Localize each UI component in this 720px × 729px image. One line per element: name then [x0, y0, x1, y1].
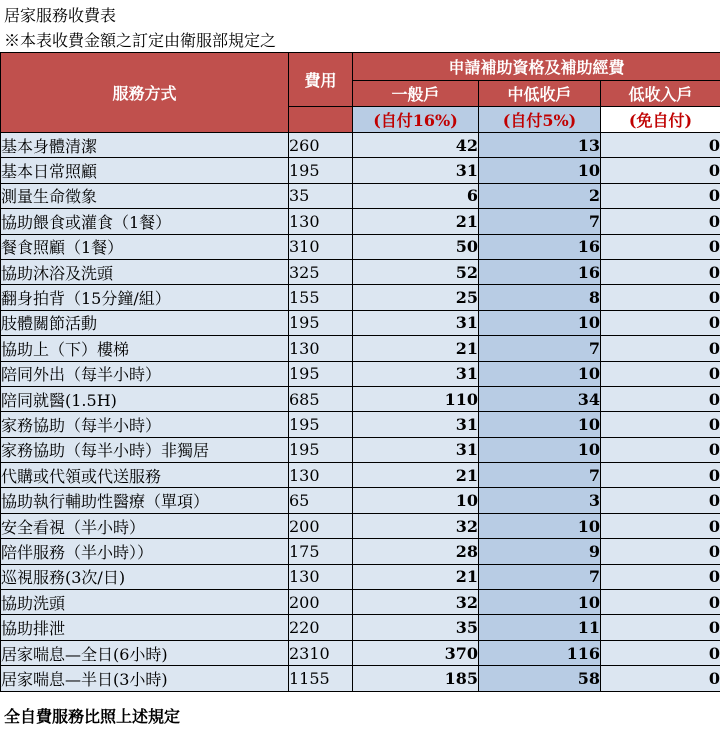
middle-low-subsidy-cell: 10	[479, 590, 601, 615]
service-name-cell: 陪同外出（每半小時）	[1, 361, 289, 386]
fee-cell: 325	[289, 259, 353, 284]
middle-low-subsidy-cell: 34	[479, 386, 601, 411]
general-subsidy-cell: 31	[353, 310, 479, 335]
low-income-subsidy-cell: 0	[601, 463, 720, 488]
middle-low-subsidy-cell: 2	[479, 183, 601, 208]
general-subsidy-cell: 6	[353, 183, 479, 208]
fee-table	[0, 52, 720, 692]
service-name-cell: 測量生命徵象	[1, 183, 289, 208]
middle-low-subsidy-cell: 7	[479, 336, 601, 361]
low-income-subsidy-cell: 0	[601, 513, 720, 538]
general-subsidy-cell: 21	[353, 209, 479, 234]
fee-cell: 195	[289, 310, 353, 335]
service-name-cell: 協助餵食或灌食（1餐）	[1, 209, 289, 234]
service-name-cell: 居家喘息—全日(6小時)	[1, 640, 289, 665]
middle-low-subsidy-cell: 8	[479, 285, 601, 310]
low-income-subsidy-cell: 0	[601, 234, 720, 259]
service-name-cell: 安全看視（半小時）	[1, 513, 289, 538]
footer-note: 全自費服務比照上述規定	[4, 707, 181, 726]
service-name-cell: 代購或代領或代送服務	[1, 463, 289, 488]
table-row	[1, 285, 720, 310]
low-income-subsidy-cell: 0	[601, 539, 720, 564]
table-row	[1, 183, 720, 208]
low-income-subsidy-cell: 0	[601, 336, 720, 361]
header-fee: 費用	[289, 53, 353, 107]
low-income-subsidy-cell: 0	[601, 488, 720, 513]
header-low: 低收入戶	[601, 81, 720, 107]
middle-low-subsidy-cell: 10	[479, 513, 601, 538]
service-name-cell: 家務協助（每半小時）非獨居	[1, 437, 289, 462]
service-name-cell: 居家喘息—半日(3小時)	[1, 666, 289, 691]
general-subsidy-cell: 32	[353, 590, 479, 615]
table-row	[1, 513, 720, 538]
general-subsidy-cell: 370	[353, 640, 479, 665]
header-low-copay: (免自付)	[601, 107, 720, 133]
header-general: 一般戶	[353, 81, 479, 107]
table-row	[1, 463, 720, 488]
fee-cell: 175	[289, 539, 353, 564]
general-subsidy-cell: 185	[353, 666, 479, 691]
general-subsidy-cell: 31	[353, 412, 479, 437]
middle-low-subsidy-cell: 16	[479, 234, 601, 259]
service-name-cell: 協助洗頭	[1, 590, 289, 615]
service-name-cell: 協助上（下）樓梯	[1, 336, 289, 361]
table-row	[1, 336, 720, 361]
table-row	[1, 539, 720, 564]
low-income-subsidy-cell: 0	[601, 183, 720, 208]
low-income-subsidy-cell: 0	[601, 615, 720, 640]
header-service-mode: 服務方式	[1, 53, 289, 133]
table-row	[1, 564, 720, 589]
fee-cell: 195	[289, 361, 353, 386]
service-name-cell: 翻身拍背（15分鐘/組）	[1, 285, 289, 310]
low-income-subsidy-cell: 0	[601, 158, 720, 183]
low-income-subsidy-cell: 0	[601, 590, 720, 615]
table-row	[1, 437, 720, 462]
middle-low-subsidy-cell: 7	[479, 564, 601, 589]
low-income-subsidy-cell: 0	[601, 412, 720, 437]
general-subsidy-cell: 21	[353, 336, 479, 361]
service-name-cell: 陪同就醫(1.5H)	[1, 386, 289, 411]
fee-cell: 195	[289, 412, 353, 437]
service-name-cell: 陪伴服務（半小時））	[1, 539, 289, 564]
general-subsidy-cell: 32	[353, 513, 479, 538]
table-row	[1, 310, 720, 335]
low-income-subsidy-cell: 0	[601, 361, 720, 386]
document-title: 居家服務收費表	[4, 6, 117, 25]
service-name-cell: 協助執行輔助性醫療（單項）	[1, 488, 289, 513]
fee-cell: 260	[289, 133, 353, 158]
low-income-subsidy-cell: 0	[601, 209, 720, 234]
general-subsidy-cell: 21	[353, 463, 479, 488]
low-income-subsidy-cell: 0	[601, 437, 720, 462]
middle-low-subsidy-cell: 11	[479, 615, 601, 640]
table-row	[1, 158, 720, 183]
fee-cell: 35	[289, 183, 353, 208]
fee-cell: 130	[289, 336, 353, 361]
fee-cell: 310	[289, 234, 353, 259]
fee-cell: 220	[289, 615, 353, 640]
service-name-cell: 餐食照顧（1餐）	[1, 234, 289, 259]
fee-cell: 2310	[289, 640, 353, 665]
middle-low-subsidy-cell: 10	[479, 361, 601, 386]
table-row	[1, 361, 720, 386]
low-income-subsidy-cell: 0	[601, 133, 720, 158]
middle-low-subsidy-cell: 58	[479, 666, 601, 691]
service-name-cell: 基本身體清潔	[1, 133, 289, 158]
header-middle-low: 中低收戶	[479, 81, 601, 107]
fee-cell: 685	[289, 386, 353, 411]
general-subsidy-cell: 31	[353, 158, 479, 183]
middle-low-subsidy-cell: 7	[479, 463, 601, 488]
low-income-subsidy-cell: 0	[601, 310, 720, 335]
low-income-subsidy-cell: 0	[601, 564, 720, 589]
general-subsidy-cell: 42	[353, 133, 479, 158]
service-name-cell: 巡視服務(3次/日)	[1, 564, 289, 589]
service-name-cell: 基本日常照顧	[1, 158, 289, 183]
service-name-cell: 協助沐浴及洗頭	[1, 259, 289, 284]
fee-cell: 200	[289, 513, 353, 538]
table-row	[1, 412, 720, 437]
fee-cell: 195	[289, 437, 353, 462]
middle-low-subsidy-cell: 13	[479, 133, 601, 158]
general-subsidy-cell: 31	[353, 437, 479, 462]
header-general-copay: (自付16%)	[353, 107, 479, 133]
header-middle-low-copay: (自付5%)	[479, 107, 601, 133]
general-subsidy-cell: 35	[353, 615, 479, 640]
fee-cell: 155	[289, 285, 353, 310]
general-subsidy-cell: 25	[353, 285, 479, 310]
low-income-subsidy-cell: 0	[601, 640, 720, 665]
general-subsidy-cell: 28	[353, 539, 479, 564]
service-name-cell: 肢體關節活動	[1, 310, 289, 335]
table-row	[1, 615, 720, 640]
table-row	[1, 209, 720, 234]
middle-low-subsidy-cell: 10	[479, 158, 601, 183]
table-row	[1, 133, 720, 158]
general-subsidy-cell: 50	[353, 234, 479, 259]
table-row	[1, 234, 720, 259]
header-subsidy-group: 申請補助資格及補助經費	[353, 53, 720, 81]
table-row	[1, 590, 720, 615]
table-row	[1, 259, 720, 284]
middle-low-subsidy-cell: 10	[479, 412, 601, 437]
general-subsidy-cell: 52	[353, 259, 479, 284]
middle-low-subsidy-cell: 16	[479, 259, 601, 284]
table-row	[1, 640, 720, 665]
low-income-subsidy-cell: 0	[601, 259, 720, 284]
middle-low-subsidy-cell: 10	[479, 437, 601, 462]
table-row	[1, 386, 720, 411]
general-subsidy-cell: 10	[353, 488, 479, 513]
low-income-subsidy-cell: 0	[601, 666, 720, 691]
middle-low-subsidy-cell: 7	[479, 209, 601, 234]
general-subsidy-cell: 21	[353, 564, 479, 589]
fee-table-body	[1, 133, 720, 692]
service-name-cell: 協助排泄	[1, 615, 289, 640]
fee-cell: 1155	[289, 666, 353, 691]
fee-cell: 130	[289, 564, 353, 589]
document-note: ※本表收費金額之訂定由衛服部規定之	[4, 31, 277, 50]
general-subsidy-cell: 110	[353, 386, 479, 411]
table-row	[1, 666, 720, 691]
fee-cell: 65	[289, 488, 353, 513]
general-subsidy-cell: 31	[353, 361, 479, 386]
middle-low-subsidy-cell: 10	[479, 310, 601, 335]
fee-table-header	[1, 53, 720, 133]
middle-low-subsidy-cell: 3	[479, 488, 601, 513]
table-row	[1, 488, 720, 513]
fee-cell: 130	[289, 463, 353, 488]
low-income-subsidy-cell: 0	[601, 386, 720, 411]
middle-low-subsidy-cell: 116	[479, 640, 601, 665]
fee-cell: 195	[289, 158, 353, 183]
fee-cell: 200	[289, 590, 353, 615]
service-name-cell: 家務協助（每半小時）	[1, 412, 289, 437]
header-fee-spacer	[289, 107, 353, 133]
low-income-subsidy-cell: 0	[601, 285, 720, 310]
middle-low-subsidy-cell: 9	[479, 539, 601, 564]
fee-cell: 130	[289, 209, 353, 234]
